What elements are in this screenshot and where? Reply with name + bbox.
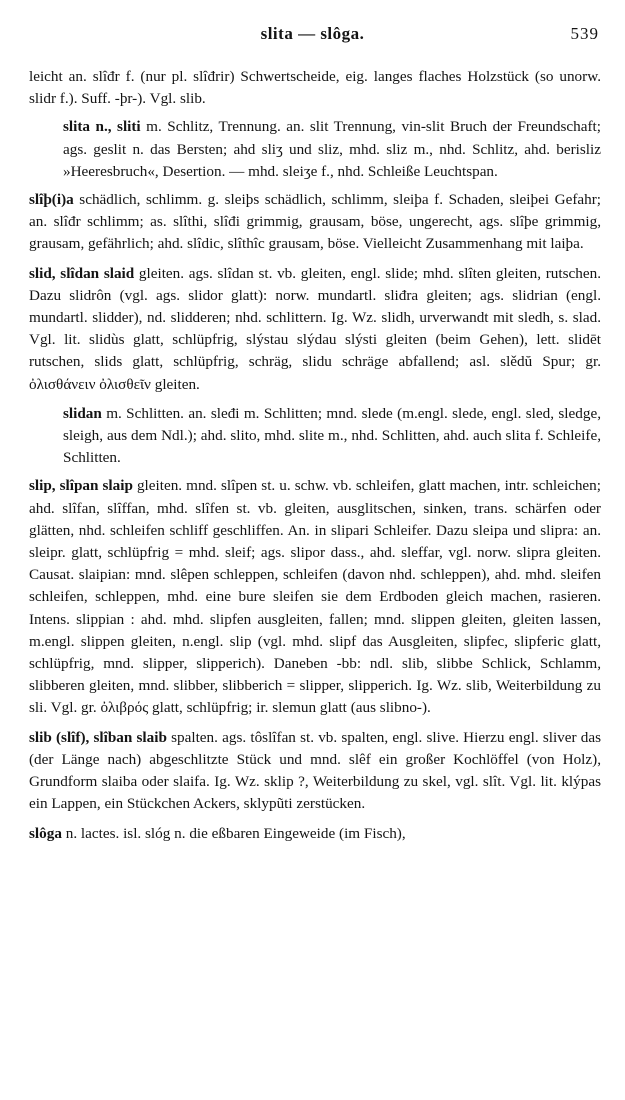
- entry-sub-slita: [29, 116, 601, 183]
- entry-sub-slidan: [29, 403, 601, 470]
- entry-headword: slôga: [29, 824, 62, 842]
- page-header: [0, 24, 625, 50]
- entry-headword: slîþ(i)a: [29, 191, 74, 209]
- entry-text: gleiten. mnd. slîpen st. u. schw. vb. schleifen, glatt machen, intr. schleichen; ahd. slîfan, slîffan, mhd. slîfen st. vb. gleiten, ausglitschen, sinken, trans. schärfen oder glätten, nhd. schleifen schliff geschliffen. An. in slipari Schleifer. Dazu sleipa und slipra: an. sleipr. glatt, schlüpfrig = mhd. sleif; ags. slipor dass., ahd. sleffar, vgl. norw. slipra gleiten. Causat. slaipian: mnd. slêpen schleppen, schleifen (davon nhd. schleppen), ahd. mhd. sleifen schleifen, schleppen, mhd. eine bure sleifen sie dem Erdboden gleich machen, rasieren. Intens. slippian : ahd. mhd. slipfen ausgleiten, fallen; mnd. slippen gleiten, gleiten lassen, m.engl. slippen gleiten, n.engl. slip (vgl. mhd. slipf das Ausgleiten, slipfec, slipferic glatt, schlüpfrig, mnd. slipper, slipperich). Daneben -bb: ndl. slib, slibbe Schlick, Schlamm, slibberen gleiten, mnd. slibber, slibberich = slipper, slipperich. Ig. Wz. slib, Weiterbildung zu sli. Vgl. gr. ὀλιβρός glatt, schlüpfrig; ir. slemun glatt (aus slibno-).: [29, 477, 601, 717]
- entry-text: n. lactes. isl. slóg n. die eßbaren Eingeweide (im Fisch),: [61, 824, 406, 842]
- entry-text: m. Schlitz, Trennung. an. slit Trennung, vin-slit Bruch der Freundschaft; ags. geslit n. das Bersten; ahd sliʒ und sliz, mhd. sliz m., nhd. Schlitz, ahd. berisliz »Heeresbruch«, Desertion. — mhd. sleiʒe f., nhd. Schleiße Leuchtspan.: [63, 118, 601, 180]
- entry-text: leicht an. slîđr f. (nur pl. slîđrir) Schwertscheide, eig. langes flaches Holzstück (so unorw. slidr f.). Suff. -þr-). Vgl. slib.: [29, 68, 601, 108]
- entry-headword: slid, slîdan slaid: [29, 264, 135, 282]
- entry-headword: slib (slîf), slîban slaib: [29, 728, 167, 746]
- entry-headword: slidan: [63, 404, 102, 422]
- entry-slipia: [29, 189, 601, 256]
- entry-headword: slip, slîpan slaip: [29, 477, 133, 495]
- entry-headword: slita n., sliti: [63, 118, 141, 136]
- entry-text: spalten. ags. tôslîfan st. vb. spalten, engl. slive. Hierzu engl. sliver das (der Länge nach) abgeschlitzte Stück und mnd. slêf ein großer Kochlöffel (von Holz), Grundform slaiba oder slaifa. Ig. Wz. sklip ?, Weiterbildung zu skel, vgl. slît. Vgl. lit. klýpas ein Lappen, ein Stückchen Ackers, sklypũti zerstücken.: [29, 728, 602, 813]
- entry-text: gleiten. ags. slîdan st. vb. gleiten, engl. slide; mhd. slîten gleiten, rutschen. Dazu slidrôn (vgl. ags. slidor glatt): norw. mundartl. sliđra gleiten; ags. slidrian (engl. mundartl. slidder), nd. slidderen; nhd. schlittern. Ig. Wz. slidh, urverwandt mit sledh, s. slad. Vgl. lit. slidùs glatt, schlüpfrig, slýstau slýdau slýsti gleiten (beim Gehen), lett. slidēt rutschen, slids glatt, schlüpfrig, schräg, slidu schräge abfallend; asl. slědŭ Spur; gr. ὀλισθάνειν ὀλισθεῖν gleiten.: [29, 264, 601, 393]
- running-title: slita — slôga.: [260, 24, 365, 43]
- entry-text: m. Schlitten. an. sleđi m. Schlitten; mnd. slede (m.engl. slede, engl. sled, sledge, sleigh, aus dem Ndl.); ahd. slito, mhd. slite m., nhd. Schlitten, ahd. auch slita f. Schleife, Schlitten.: [63, 404, 601, 467]
- page-number: 539: [570, 24, 599, 43]
- entry-slid: [29, 263, 601, 396]
- entry-slib: [29, 727, 601, 816]
- entry-sloga: [29, 823, 601, 845]
- entry-text: schädlich, schlimm. g. sleiþs schädlich, schlimm, sleiþa f. Schaden, sleiþei Gefahr; an. slîđr schlimm; as. slîthi, slîđi grimmig, grausam, böse, ungerecht, ags. slîþe grimmig, grausam, gefährlich; ahd. slîdic, slîthîc grausam, böse. Vielleicht Zusammenhang mit laiþa.: [29, 191, 601, 253]
- entry-continuation: [29, 66, 601, 110]
- page-body: [29, 66, 601, 852]
- entry-slip: [29, 475, 601, 719]
